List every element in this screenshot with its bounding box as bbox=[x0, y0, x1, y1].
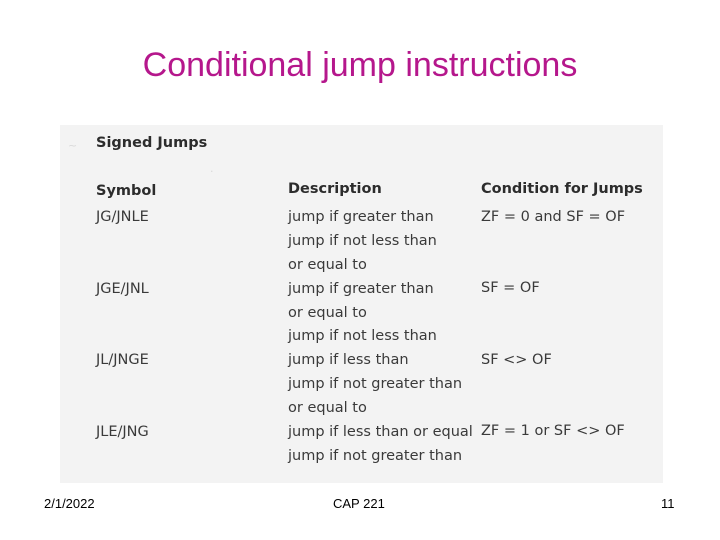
row-description-line: jump if not greater than bbox=[288, 448, 463, 464]
row-condition: ZF = 0 and SF = OF bbox=[481, 209, 626, 225]
row-condition: SF <> OF bbox=[481, 352, 552, 368]
slide-title: Conditional jump instructions bbox=[142, 46, 578, 84]
row-description-line: jump if greater than bbox=[288, 209, 434, 225]
footer-date: 2/1/2022 bbox=[44, 496, 95, 511]
row-description-line: jump if less than bbox=[288, 352, 409, 368]
row-description-line: jump if not less than bbox=[288, 233, 437, 249]
row-symbol: JL/JNGE bbox=[96, 352, 149, 368]
row-description-line: jump if not greater than bbox=[288, 376, 463, 392]
footer-page-number: 11 bbox=[661, 496, 675, 511]
row-description-line: jump if less than or equal bbox=[288, 424, 473, 440]
row-symbol: JG/JNLE bbox=[96, 209, 149, 225]
row-description-line: or equal to bbox=[288, 305, 367, 321]
column-header-description: Description bbox=[288, 181, 382, 197]
row-symbol: JGE/JNL bbox=[96, 281, 149, 297]
row-description-line: jump if not less than bbox=[288, 328, 437, 344]
row-condition: SF = OF bbox=[481, 280, 540, 296]
scan-noise: · bbox=[210, 165, 214, 178]
row-description-line: or equal to bbox=[288, 257, 367, 273]
row-description-line: jump if greater than bbox=[288, 281, 434, 297]
column-header-symbol: Symbol bbox=[96, 183, 157, 199]
row-description-line: or equal to bbox=[288, 400, 367, 416]
scan-noise: ~ bbox=[68, 139, 78, 152]
section-heading: Signed Jumps bbox=[96, 135, 208, 151]
row-condition: ZF = 1 or SF <> OF bbox=[481, 423, 625, 439]
row-symbol: JLE/JNG bbox=[96, 424, 149, 440]
footer-course: CAP 221 bbox=[333, 496, 385, 511]
column-header-condition: Condition for Jumps bbox=[481, 181, 643, 197]
